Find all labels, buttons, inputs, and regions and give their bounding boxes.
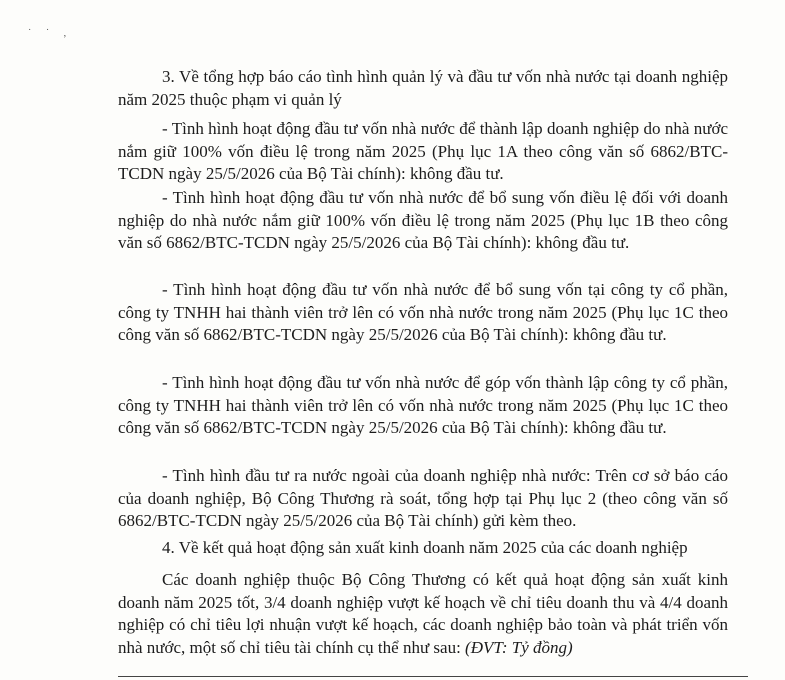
section-3-heading: 3. Về tổng hợp báo cáo tình hình quản lý và đầu tư vốn nhà nước tại doanh nghiệp năm 2025 thuộc phạm vi quản lý xyxy=(118,67,728,109)
scan-specks: ˙ ˙ , xyxy=(28,28,73,39)
paragraph-appendix-2: - Tình hình đầu tư ra nước ngoài của doanh nghiệp nhà nước: Trên cơ sở báo cáo của doanh nghiệp, Bộ Công Thương rà soát, tổng hợp tại Phụ lục 2 (theo công văn số 6862/BTC-TCDN ngày 25/5/2026 của Bộ Tài chính) gửi kèm theo. xyxy=(118,466,728,530)
table-top-border xyxy=(118,676,748,677)
unit-note: (ĐVT: Tỷ đồng) xyxy=(465,637,573,657)
paragraph-appendix-1c-supplement: - Tình hình hoạt động đầu tư vốn nhà nước để bổ sung vốn tại công ty cổ phần, công ty TNHH hai thành viên trở lên có vốn nhà nước trong năm 2025 (Phụ lục 1C theo công văn số 6862/BTC-TCDN ngày 25/5/2026 của Bộ Tài chính): không đầu tư. xyxy=(118,280,728,344)
paragraph-appendix-1c-contribution: - Tình hình hoạt động đầu tư vốn nhà nước để góp vốn thành lập công ty cổ phần, công ty TNHH hai thành viên trở lên có vốn nhà nước trong năm 2025 (Phụ lục 1C theo công văn số 6862/BTC-TCDN ngày 25/5/2026 của Bộ Tài chính): không đầu tư. xyxy=(118,373,728,437)
paragraph-appendix-1b: - Tình hình hoạt động đầu tư vốn nhà nước để bổ sung vốn điều lệ đối với doanh nghiệp do nhà nước nắm giữ 100% vốn điều lệ trong năm 2025 (Phụ lục 1B theo công văn số 6862/BTC-TCDN ngày 25/5/2026 của Bộ Tài chính): không đầu tư. xyxy=(118,188,728,252)
business-results-text: Các doanh nghiệp thuộc Bộ Công Thương có kết quả hoạt động sản xuất kinh doanh năm 2025 tốt, 3/4 doanh nghiệp vượt kế hoạch về chỉ tiêu doanh thu và 4/4 doanh nghiệp có chỉ tiêu lợi nhuận vượt kế hoạch, các doanh nghiệp bảo toàn và phát triển vốn nhà nước, một số chỉ tiêu tài chính cụ thể như sau: xyxy=(118,570,728,657)
section-4-heading: 4. Về kết quả hoạt động sản xuất kinh doanh năm 2025 của các doanh nghiệp xyxy=(162,538,688,557)
paragraph-business-results xyxy=(118,569,728,659)
paragraph-appendix-1a: - Tình hình hoạt động đầu tư vốn nhà nước để thành lập doanh nghiệp do nhà nước nắm giữ 100% vốn điều lệ trong năm 2025 (Phụ lục 1A theo công văn số 6862/BTC-TCDN ngày 25/5/2026 của Bộ Tài chính): không đầu tư. xyxy=(118,119,728,183)
